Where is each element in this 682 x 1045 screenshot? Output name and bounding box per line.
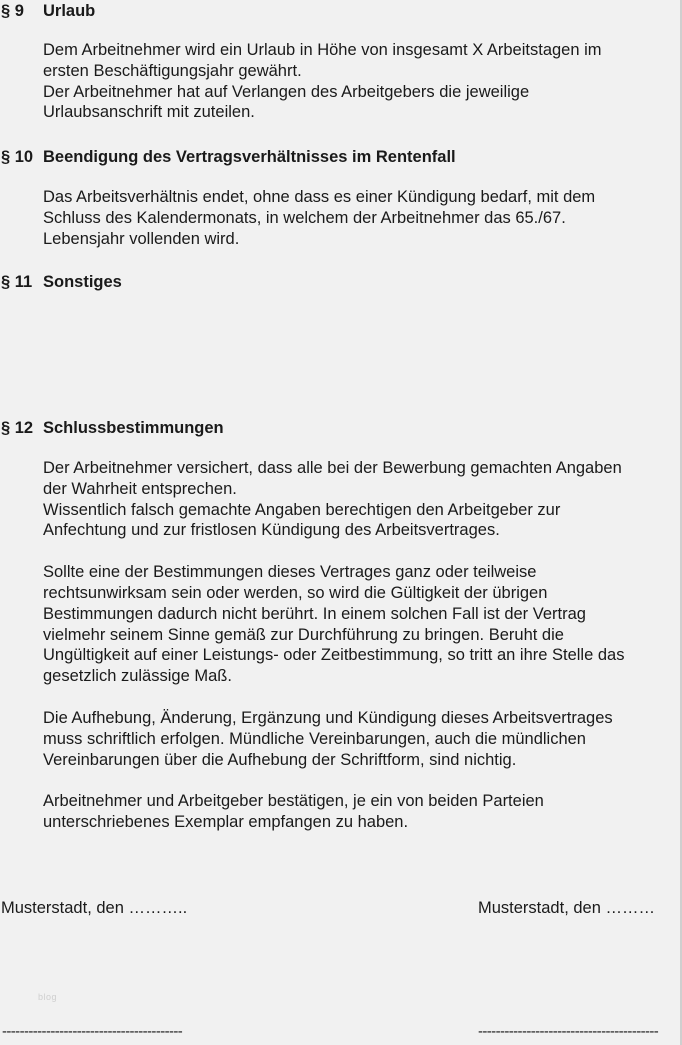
section-number: § 11 [1,273,33,291]
section-title: Beendigung des Vertragsverhältnisses im Rentenfall [43,148,456,166]
text-line: Ungültigkeit auf einer Leistungs- oder Zeitbestimmung, so tritt an ihre Stelle das [43,646,625,665]
signature-line-left: ----------------------------------------- [2,1023,183,1040]
text-line: vielmehr seinem Sinne gemäß zur Durchführung zu bringen. Beruht die [43,625,564,644]
section-heading [0,417,682,439]
section-heading [0,271,682,293]
section-title: Urlaub [43,2,96,20]
section-10 [0,146,682,249]
paragraph [0,708,682,770]
text-line: Lebensjahr vollenden wird. [43,229,240,248]
section-number: § 10 [1,148,34,166]
paragraph [0,458,682,541]
paragraph [0,40,682,123]
place-date-right: Musterstadt, den ……… [478,899,655,917]
paragraph [0,187,682,249]
signature-line-right: ----------------------------------------- [478,1023,659,1040]
section-heading [0,0,682,22]
paragraph [0,562,682,687]
text-line: Wissentlich falsch gemachte Angaben berechtigen den Arbeitgeber zur [43,500,561,519]
text-line: Schluss des Kalendermonats, in welchem der Arbeitnehmer das 65./67. [43,208,566,227]
text-line: Das Arbeitsverhältnis endet, ohne dass es einer Kündigung bedarf, mit dem [43,188,596,206]
text-line: Anfechtung und zur fristlosen Kündigung des Arbeitsvertrages. [43,521,500,540]
text-line: Bestimmungen dadurch nicht berührt. In einem solchen Fall ist der Vertrag [43,604,586,623]
section-title: Sonstiges [43,273,122,291]
text-line: Der Arbeitnehmer hat auf Verlangen des Arbeitgebers die jeweilige [43,82,530,101]
text-line: Die Aufhebung, Änderung, Ergänzung und Kündigung dieses Arbeitsvertrages [43,708,613,727]
section-heading [0,146,682,168]
text-line: ersten Beschäftigungsjahr gewährt. [43,61,302,80]
text-line: der Wahrheit entsprechen. [43,479,237,498]
text-line: Urlaubsanschrift mit zuteilen. [43,103,255,122]
place-date-left: Musterstadt, den ……….. [1,899,188,917]
section-title: Schlussbestimmungen [43,419,224,437]
watermark: blog [38,992,58,1002]
section-number: § 12 [1,419,34,437]
section-9 [0,0,682,123]
paragraph [0,791,682,833]
text-line: Der Arbeitnehmer versichert, dass alle bei der Bewerbung gemachten Angaben [43,459,622,477]
text-line: rechtsunwirksam sein oder werden, so wird die Gültigkeit der übrigen [43,583,548,602]
section-12 [0,417,682,833]
section-number: § 9 [1,2,24,20]
text-line: Dem Arbeitnehmer wird ein Urlaub in Höhe von insgesamt X Arbeitstagen im [43,41,602,59]
text-line: unterschriebenes Exemplar empfangen zu haben. [43,813,409,832]
text-line: muss schriftlich erfolgen. Mündliche Vereinbarungen, auch die mündlichen [43,729,586,748]
section-11 [0,271,682,293]
text-line: gesetzlich zulässige Maß. [43,667,232,686]
text-line: Sollte eine der Bestimmungen dieses Vertrages ganz oder teilweise [43,563,537,582]
text-line: Arbeitnehmer und Arbeitgeber bestätigen, je ein von beiden Parteien [43,792,544,811]
text-line: Vereinbarungen über die Aufhebung der Schriftform, sind nichtig. [43,750,517,769]
